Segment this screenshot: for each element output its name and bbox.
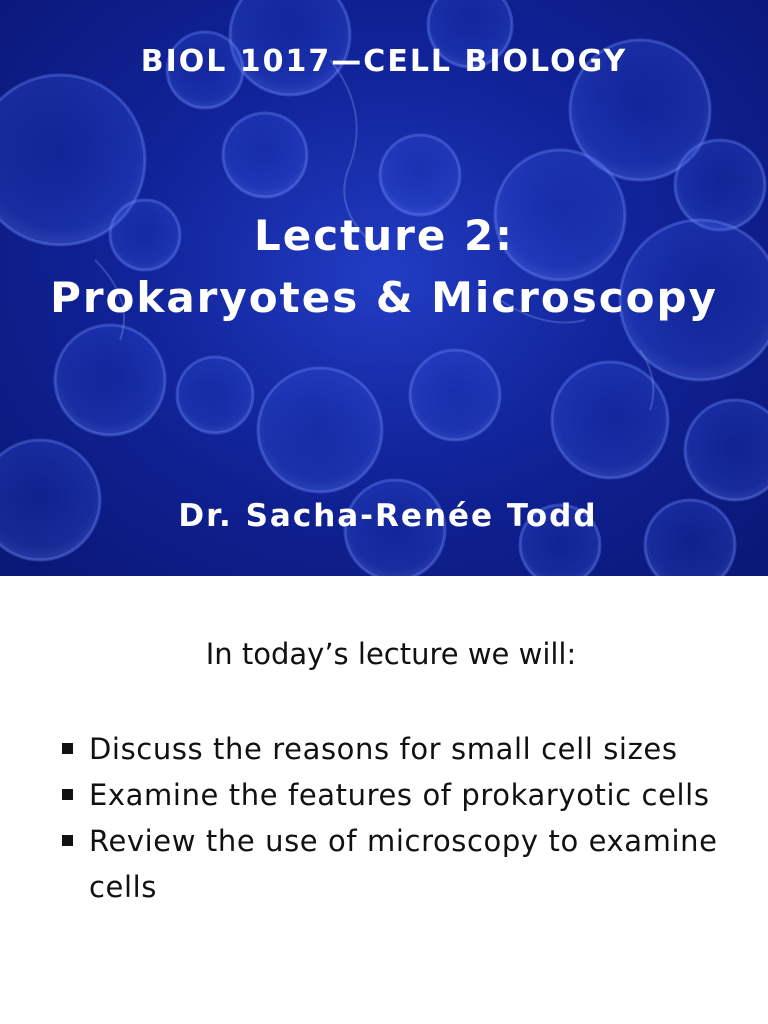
lecture-title (0, 205, 768, 329)
objectives-slide (0, 576, 768, 1024)
lecture-number: Lecture 2: (254, 211, 514, 260)
course-title: BIOL 1017—CELL BIOLOGY (140, 44, 628, 79)
list-item (60, 726, 740, 772)
list-item (60, 772, 740, 818)
objective-text: Discuss the reasons for small cell sizes (89, 732, 678, 766)
author-name: Dr. Sacha-Renée Todd (178, 498, 598, 534)
square-bullet-icon (62, 789, 73, 800)
objective-text: Examine the features of prokaryotic cells (89, 778, 710, 812)
objectives-intro: In today’s lecture we will: (205, 637, 577, 671)
objectives-list (60, 726, 740, 910)
square-bullet-icon (62, 743, 73, 754)
lecture-topic: Prokaryotes & Microscopy (50, 273, 718, 322)
square-bullet-icon (62, 835, 73, 846)
list-item (60, 818, 740, 910)
objective-text: Review the use of microscopy to examine cells (89, 824, 718, 904)
